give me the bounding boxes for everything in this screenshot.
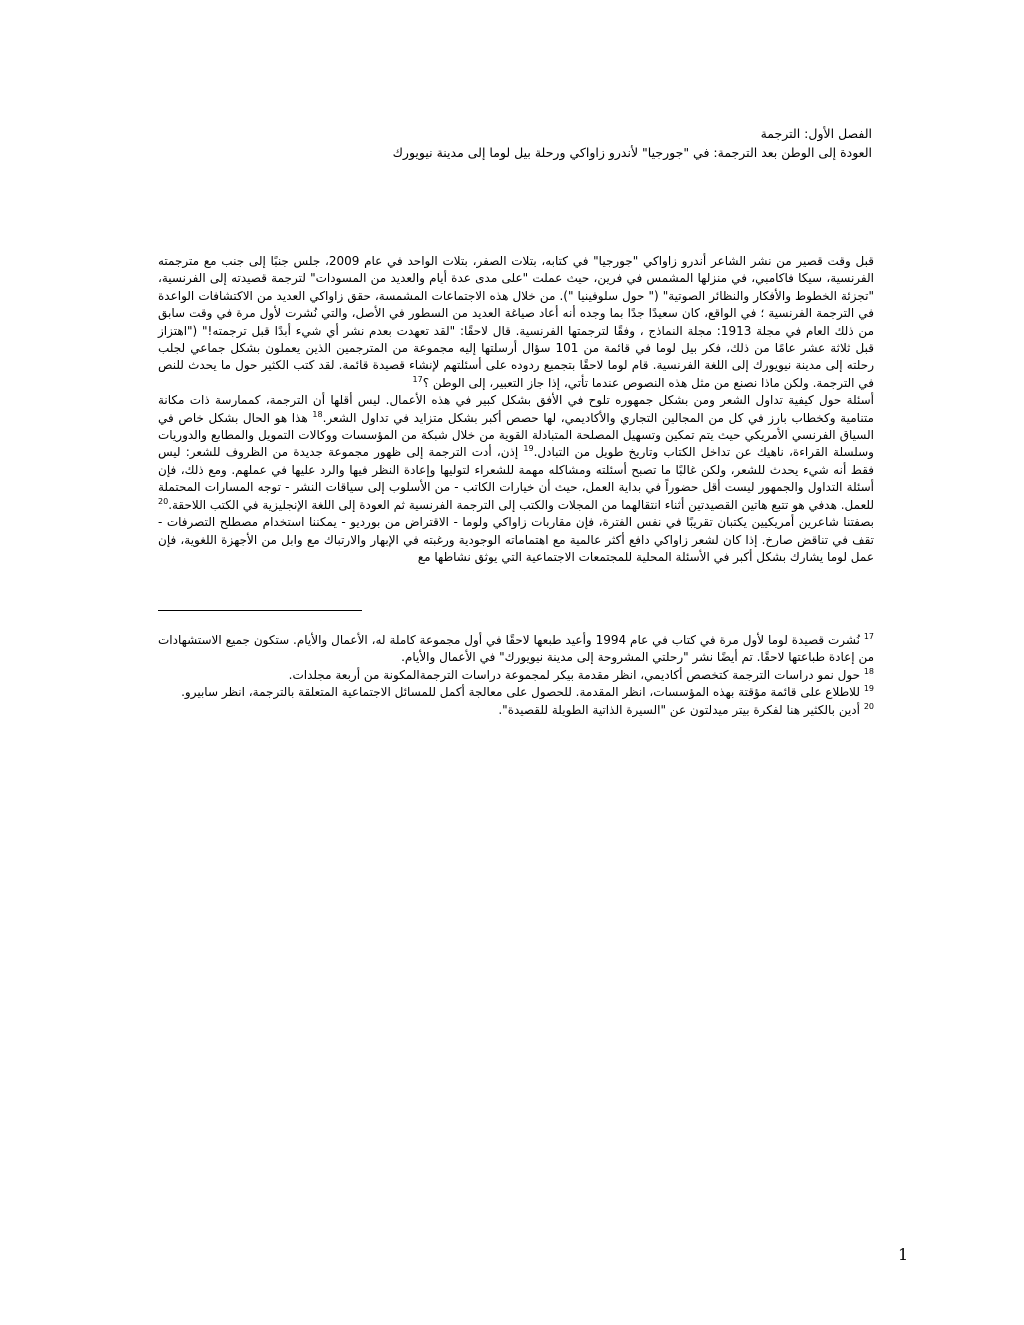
footnote-text: حول نمو دراسات الترجمة كتخصص أكاديمي، انظر مقدمة بيكر لمجموعة دراسات الترجمةالمكونة من أربعة مجلدات. bbox=[288, 667, 864, 682]
chapter-title: الفصل الأول: الترجمة bbox=[760, 126, 872, 141]
footnote-19 bbox=[158, 684, 874, 701]
footnote-text: أدين بالكثير هنا لفكرة بيتر ميدلتون عن "السيرة الذاتية الطويلة للقصيدة". bbox=[498, 702, 864, 717]
footnote-ref-17: 17 bbox=[412, 374, 423, 384]
paragraph-1-text: قبل وقت قصير من نشر الشاعر أندرو زاواكي "جورجيا" في كتابه، بتلات الصفر، بتلات الواحد في عام 2009، جلس جنبًا إلى جنب مع مترجمته الفرنسية، سيكا فاكامبي، في منزلها المشمس في فرين، حيث عملت "على مدى عدة أيام والعديد من المسودات" لترجمة قصيدته إلى الفرنسية، "تجزئة الخطوط والأفكار والنظائر الصوتية" (" حول سلوفينيا "). من خلال هذه الاجتماعات المشمسة، حقق زاواكي العديد من الاكتشافات الواعدة في الترجمة الفرنسية ؛ في الواقع، كان سعيدًا جدًا بما وجده أنه أعاد صياغة العديد من السطور في الأصل، والتي نُشرت لأول مرة في وقت سابق من ذلك العام في مجلة 1913: مجلة النماذج ، وفقًا لترجمتها الفرنسية. قال لاحقًا: "لقد تعهدت بعدم نشر أي شيء أبدًا قبل ترجمته!" ("اهتزاز قبل ثلاثة عشر عامًا من ذلك، فكر بيل لوما في قائمة من 101 سؤال أرسلتها إليه مجموعة من المترجمين الذين يعملون بشكل جماعي لجلب رحلته إلى مدينة نيويورك إلى اللغة الفرنسية. قام لوما لاحقًا بتجميع ردوده على أسئلتهم لإنشاء قصيدة قائمة. لقد كتب الكثير حول ما يحدث للنص في الترجمة. ولكن ماذا نصنع من مثل هذه النصوص عندما تأتي، إذا جاز التعبير، إلى الوطن ؟ bbox=[158, 254, 874, 390]
footnote-separator bbox=[158, 610, 362, 611]
paragraph-2-part-b: هذا هو الحال بشكل خاص في السياق الفرنسي الأمريكي حيث يتم تمكين وتسهيل المصلحة المتبادلة القوية من خلال شبكة من المؤسسات ووكالات التمويل والمطابع والدوريات وسلسلة القراءة، ناهيك عن تداخل الكتاب وتاريخ طويل من التبادل. bbox=[158, 410, 874, 460]
page-number: 1 bbox=[898, 1245, 909, 1264]
footnote-17 bbox=[158, 632, 874, 667]
footnote-ref-19: 19 bbox=[523, 444, 534, 454]
paragraph-1 bbox=[158, 253, 874, 392]
footnote-number: 19 bbox=[863, 684, 874, 694]
footnotes bbox=[158, 632, 874, 719]
chapter-subtitle: العودة إلى الوطن بعد الترجمة: في "جورجيا" لأندرو زاواكي ورحلة بيل لوما إلى مدينة نيويورك bbox=[392, 145, 872, 160]
footnote-text: نُشرت قصيدة لوما لأول مرة في كتاب في عام 1994 وأعيد طبعها لاحقًا في أول مجموعة كاملة له، الأعمال والأيام. ستكون جميع الاستشهادات من إعادة طباعتها لاحقًا. تم أيضًا نشر "رحلتي المشروحة إلى مدينة نيويورك" في الأعمال والأيام. bbox=[158, 633, 874, 665]
paragraph-2-part-a: أسئلة حول كيفية تداول الشعر ومن بشكل جمهوره تلوح في الأفق بشكل كبير في هذه الأعمال. ليس أقلها أن الترجمة، كممارسة ذات مكانة متنامية وكخطاب بارز في كل من المجالين التجاري والأكاديمي، لها حصص أكبر بشكل متزايد في تداول الشعر. bbox=[158, 393, 874, 425]
paragraph-2 bbox=[158, 392, 874, 566]
paragraph-2-part-d: بصفتنا شاعرين أمريكيين يكتبان تقريبًا في نفس الفترة، فإن مقاربات زاواكي ولوما - الاقتراض من بورديو - يمكننا استخدام مصطلح التصرفات - تقف في تناقض صارخ. إذا كان لشعر زاواكي دافع أكثر عالمية مع اهتماماته الوجودية ورغبته في الإبهار والارتباك مع وابل من الأجهزة اللغوية، فإن عمل لوما يشارك بشكل أكبر في الأسئلة المحلية للمجتمعات الاجتماعية التي يوثق نشاطها مع bbox=[158, 515, 874, 564]
paragraph-2-part-c: إذن، أدت الترجمة إلى ظهور مجموعة جديدة من الظروف للشعر: ليس فقط أنه شيء يحدث للشعر، ولكن غالبًا ما تصبح أسئلته ومشاكله مهمة للشعراء لتوليها وإعادة النظر فيها والرد عليها في عملهم. ومع ذلك، فإن أسئلة التداول والجمهور ليست أقل حضوراً في بداية العمل، حيث أن خيارات الكاتب - من الأسلوب إلى سياقات النشر - توجه المسارات المحتملة للعمل. هدفي هو تتبع هاتين القصيدتين أثناء انتقالهما من المجلات والكتب إلى الترجمة الفرنسية ثم العودة إلى اللغة الإنجليزية في الكتب اللاحقة. bbox=[158, 445, 874, 512]
main-body bbox=[158, 253, 874, 566]
footnote-20 bbox=[158, 702, 874, 719]
footnote-ref-20: 20 bbox=[158, 496, 169, 506]
chapter-header bbox=[152, 124, 872, 162]
footnote-number: 17 bbox=[863, 632, 874, 641]
footnote-18 bbox=[158, 667, 874, 684]
footnote-text: للاطلاع على قائمة مؤقتة بهذه المؤسسات، انظر المقدمة. للحصول على معالجة أكمل للمسائل الاجتماعية المتعلقة بالترجمة، انظر سابيرو. bbox=[181, 685, 864, 700]
footnote-number: 20 bbox=[863, 701, 874, 711]
footnote-number: 18 bbox=[863, 666, 874, 676]
footnote-ref-18: 18 bbox=[312, 409, 323, 419]
